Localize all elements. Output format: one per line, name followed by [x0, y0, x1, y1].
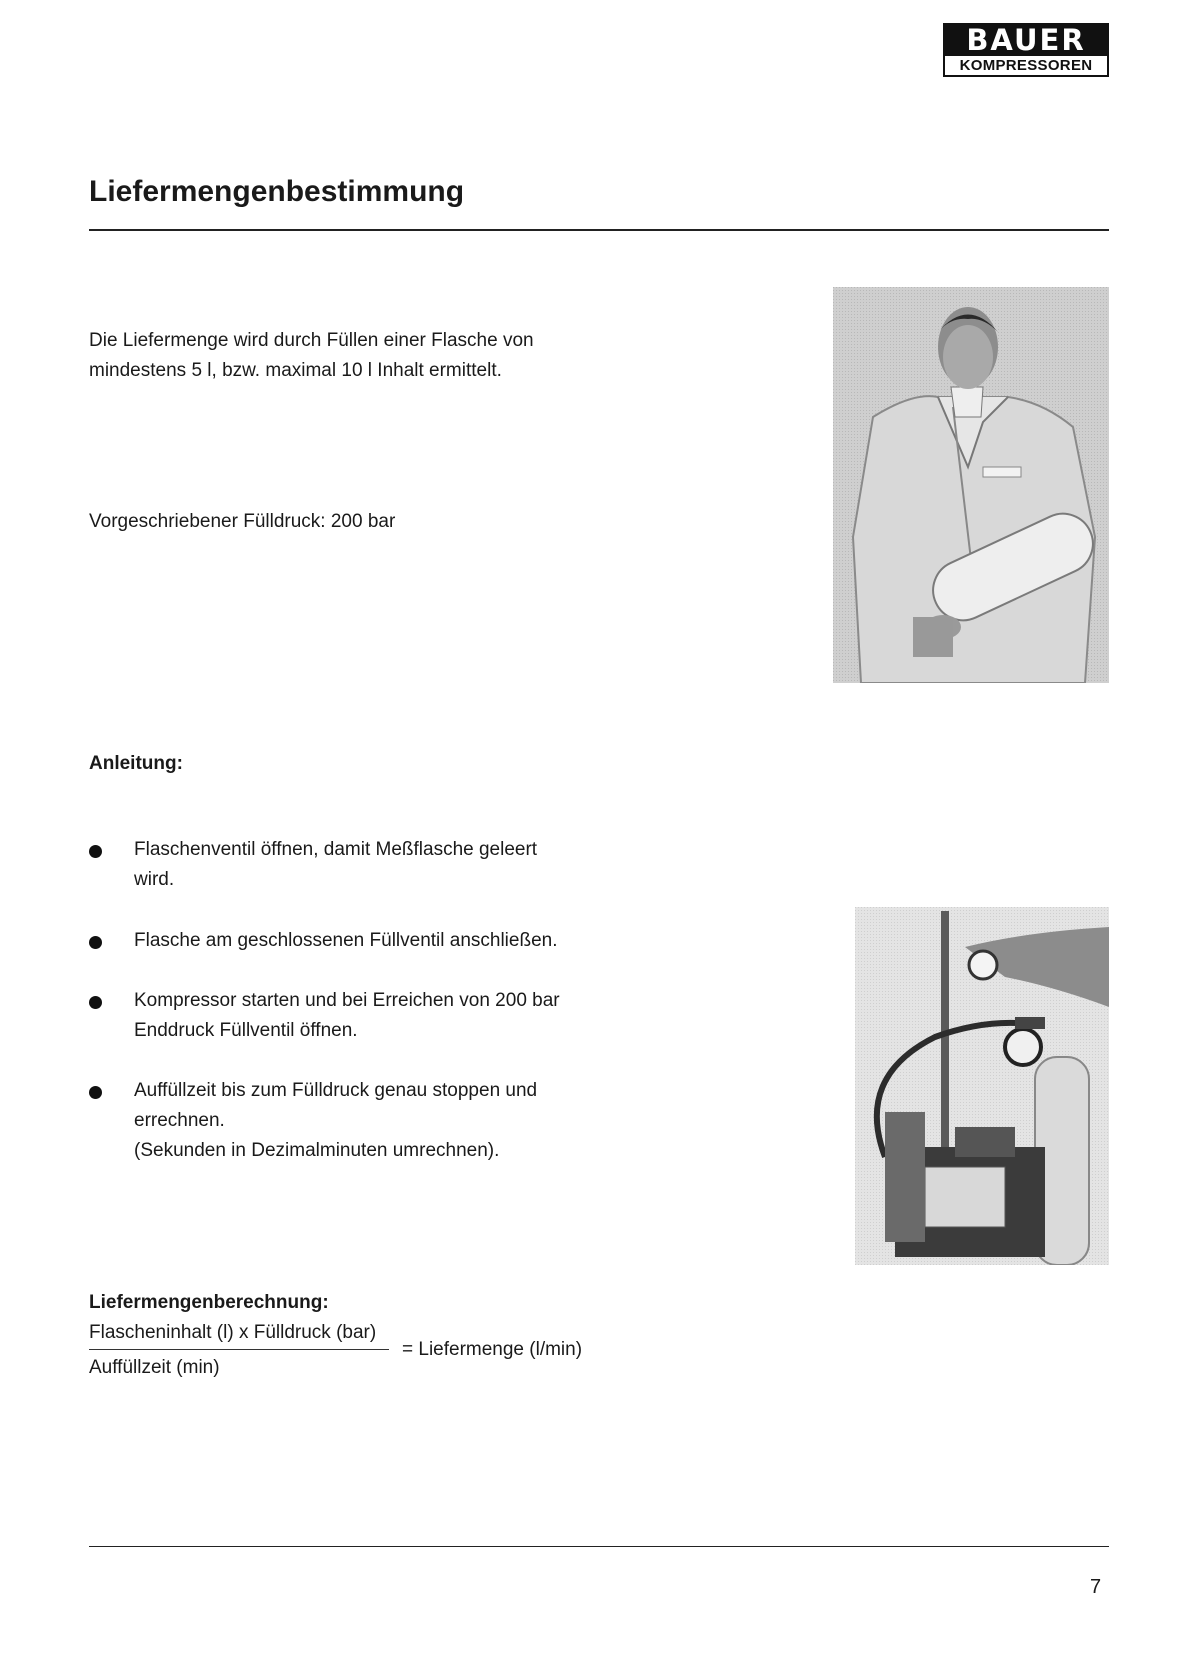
page-title: Liefermengenbestimmung: [89, 175, 465, 208]
calc-heading: Liefermengenberechnung:: [89, 1292, 329, 1313]
step-1-line-1: Flaschenventil öffnen, damit Meßflasche geleert: [134, 839, 538, 860]
fraction-line: [89, 1349, 389, 1350]
step-3-line-1: Kompressor starten und bei Erreichen von 200 bar: [134, 990, 560, 1011]
photo-compressor-filling: [855, 907, 1109, 1265]
step-1-line-2: wird.: [134, 869, 175, 890]
formula-denominator: Auffüllzeit (min): [89, 1357, 220, 1378]
page-number: 7: [1090, 1576, 1102, 1598]
technician-photo-illustration: [833, 287, 1109, 683]
step-4-line-2: errechnen.: [134, 1110, 225, 1131]
intro-line-2: mindestens 5 l, bzw. maximal 10 l Inhalt ermittelt.: [89, 360, 502, 381]
bullet-icon: [89, 996, 102, 1009]
bullet-icon: [89, 845, 102, 858]
step-4-line-1: Auffüllzeit bis zum Fülldruck genau stoppen und: [134, 1080, 538, 1101]
pressure-text: Vorgeschriebener Fülldruck: 200 bar: [89, 511, 396, 532]
footer-divider: [89, 1546, 1109, 1547]
formula-numerator: Flascheninhalt (l) x Fülldruck (bar): [89, 1322, 377, 1343]
title-divider: [89, 229, 1109, 231]
photo-technician-with-cylinder: [833, 287, 1109, 683]
formula-result: = Liefermenge (l/min): [402, 1339, 583, 1360]
step-3-line-2: Enddruck Füllventil öffnen.: [134, 1020, 358, 1041]
intro-line-1: Die Liefermenge wird durch Füllen einer Flasche von: [89, 330, 534, 351]
compressor-photo-illustration: [855, 907, 1109, 1265]
logo-brand-name: BAUER: [945, 25, 1107, 56]
logo-tagline: KOMPRESSOREN: [959, 57, 1093, 74]
step-2-line-1: Flasche am geschlossenen Füllventil anschließen.: [134, 930, 558, 951]
bullet-icon: [89, 936, 102, 949]
bauer-logo: [943, 23, 1109, 77]
step-4-line-3: (Sekunden in Dezimalminuten umrechnen).: [134, 1140, 500, 1161]
instructions-heading: Anleitung:: [89, 753, 183, 774]
bullet-icon: [89, 1086, 102, 1099]
